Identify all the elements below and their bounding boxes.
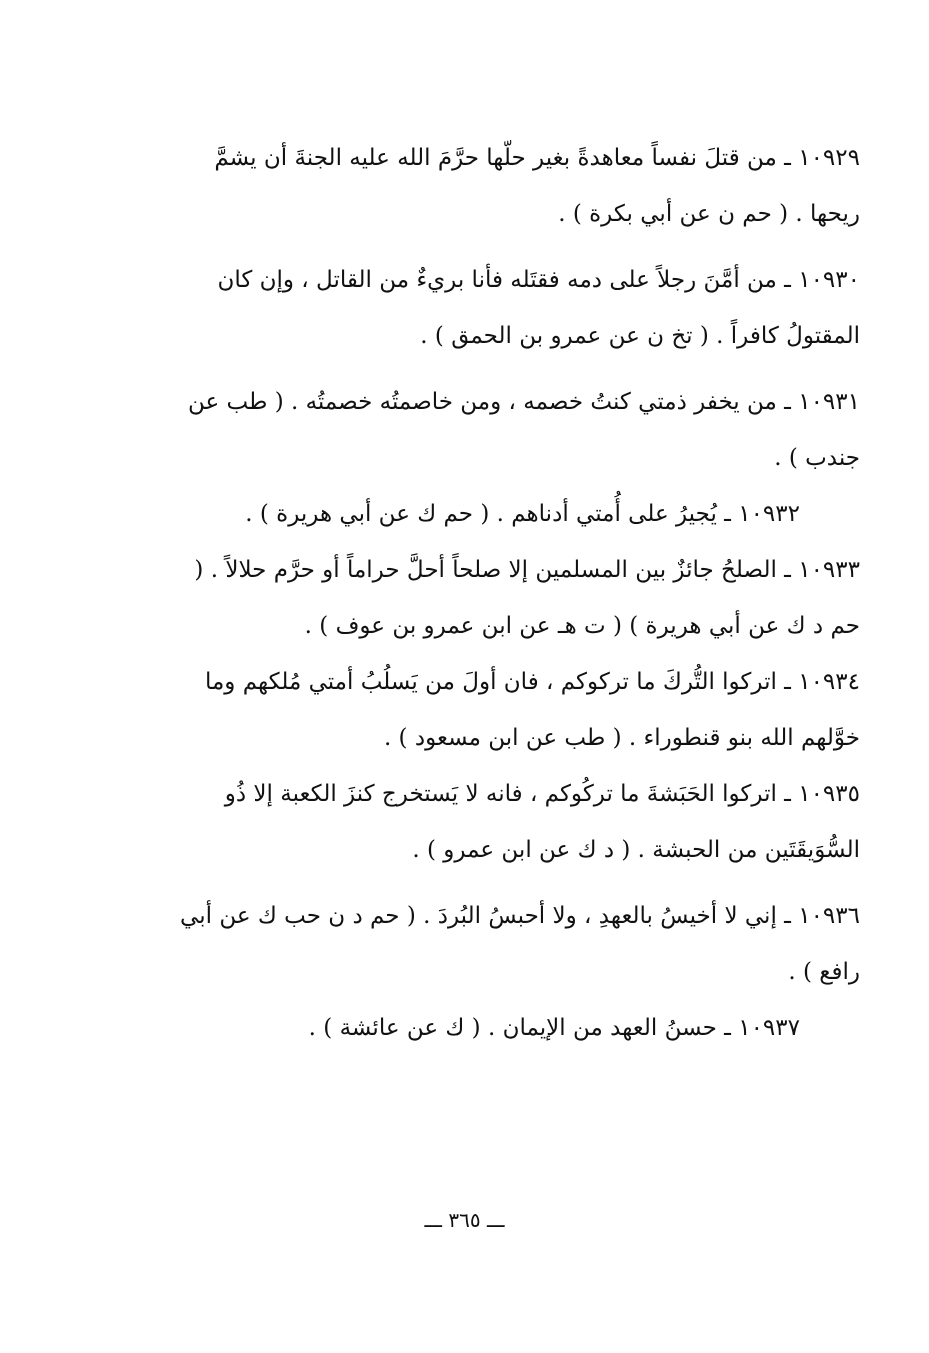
hadith-entry-10933: ١٠٩٣٣ ـ الصلحُ جائزٌ بين المسلمين إلا صلحاً أحلَّ حراماً أو حرَّم حلالاً . ( حم د ك عن أبي هريرة ) ( ت هـ عن ابن عمرو بن عوف ) . (194, 557, 860, 639)
hadith-entry-10935: ١٠٩٣٥ ـ اتركوا الحَبَشةَ ما تركُوكم ، فانه لا يَستخرج كنزَ الكعبة إلا ذُو السُّوَيقَتَين من الحبشة . ( د ك عن ابن عمرو ) . (224, 781, 860, 863)
hadith-list (160, 130, 860, 1056)
hadith-entry-10929: ١٠٩٢٩ ـ من قتلَ نفساً معاهدةً بغير حلّها حرَّمَ الله عليه الجنةَ أن يشمَّ ريحها . ( حم ن عن أبي بكرة ) . (214, 145, 860, 227)
hadith-entry-10937: ١٠٩٣٧ ـ حسنُ العهد من الإيمان . ( ك عن عائشة ) . (308, 1015, 800, 1041)
hadith-entry-10932: ١٠٩٣٢ ـ يُجيرُ على أُمتي أدناهم . ( حم ك عن أبي هريرة ) . (245, 501, 800, 527)
hadith-entry-10931: ١٠٩٣١ ـ من يخفر ذمتي كنتُ خصمه ، ومن خاصمتُه خصمتُه . ( طب عن جندب ) . (187, 389, 860, 471)
page-number: ـــ ٣٦٥ ـــ (424, 1208, 505, 1232)
hadith-entry-10936: ١٠٩٣٦ ـ إني لا أخيسُ بالعهدِ ، ولا أحبسُ البُردَ . ( حم د ن حب ك عن أبي رافع ) . (180, 903, 860, 985)
hadith-entry-10934: ١٠٩٣٤ ـ اتركوا التُّركَ ما تركوكم ، فان أولَ من يَسلُبُ أمتي مُلكهم وما خوَّلهم الله بنو قنطوراء . ( طب عن ابن مسعود ) . (204, 669, 860, 751)
hadith-entry-10930: ١٠٩٣٠ ـ من أمَّنَ رجلاً على دمه فقتَله فأنا بريءٌ من القاتل ، وإن كان المقتولُ كافراً . ( تخ ن عن عمرو بن الحمق ) . (217, 267, 860, 349)
